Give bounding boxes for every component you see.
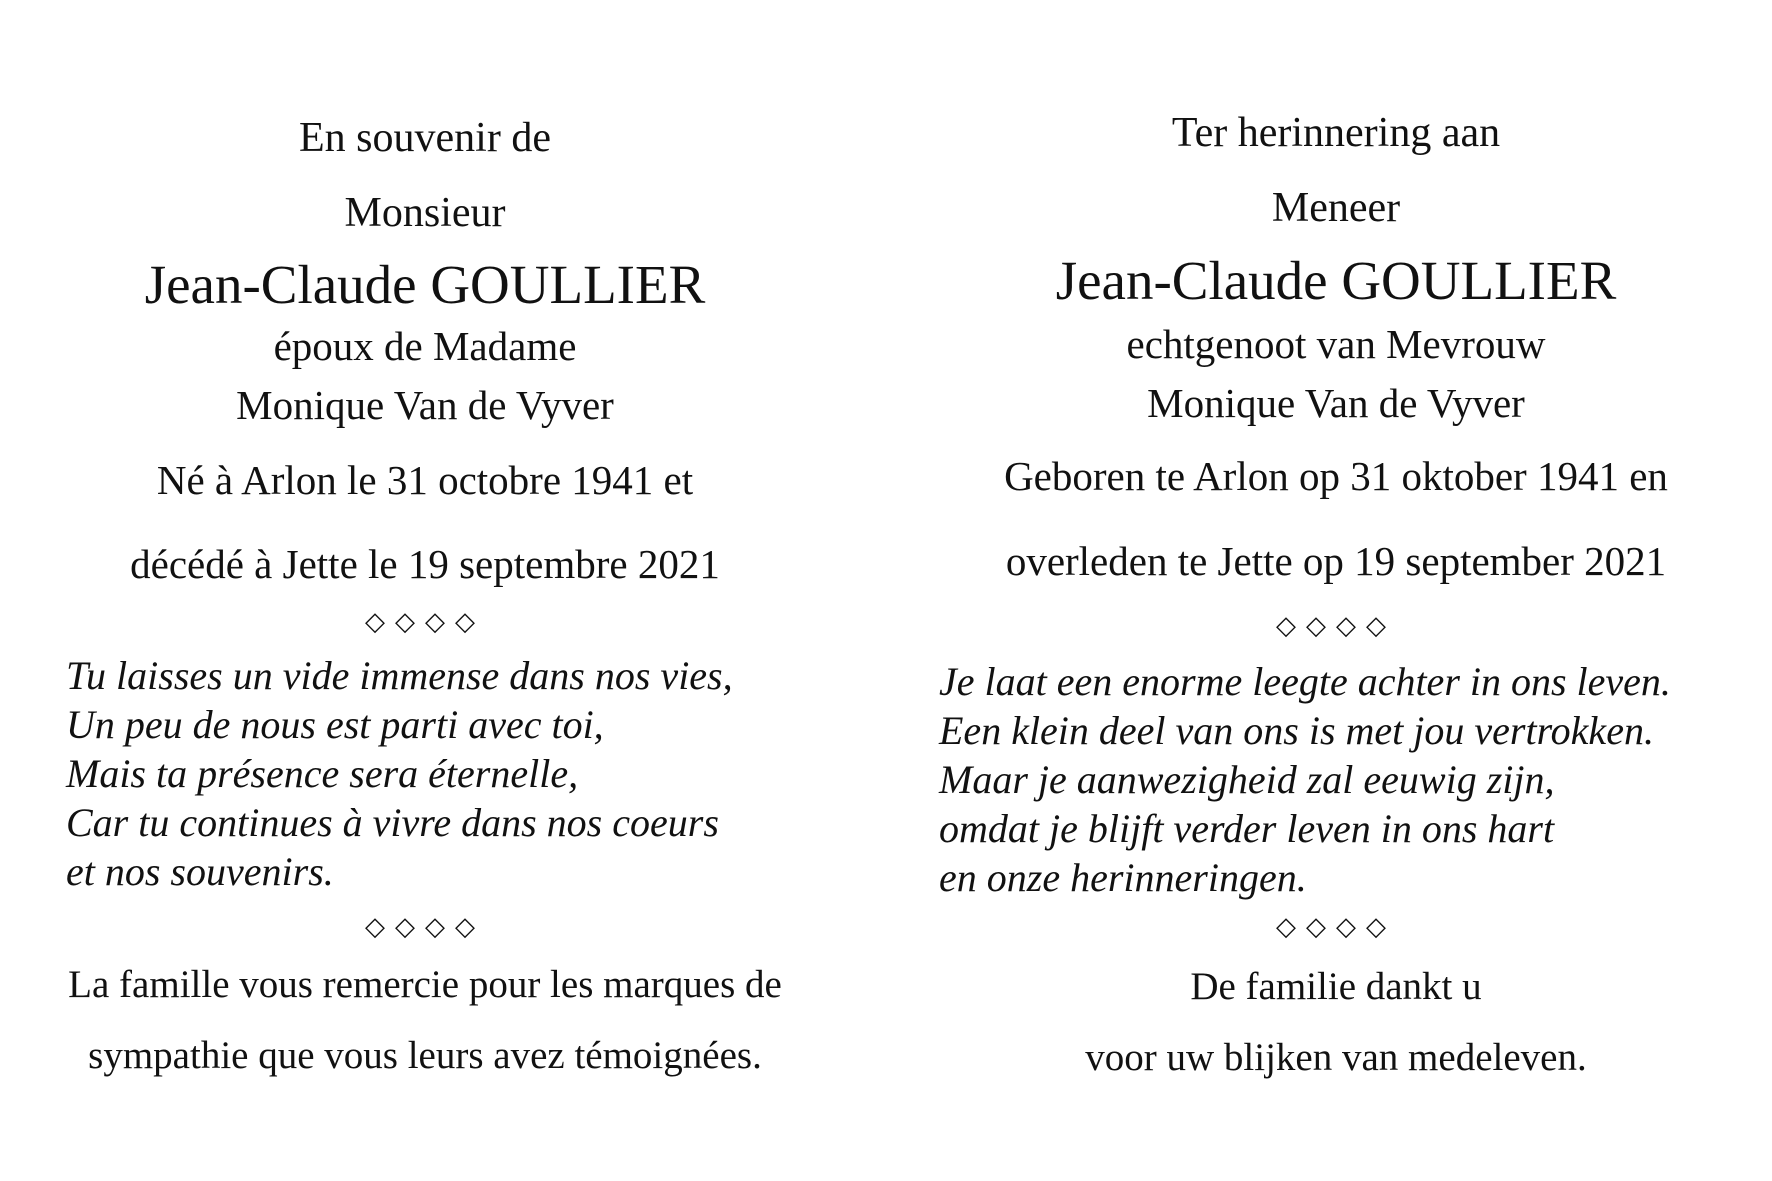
poem-line: Maar je aanwezigheid zal eeuwig zijn, xyxy=(939,757,1555,802)
poem-line: Mais ta présence sera éternelle, xyxy=(66,751,579,796)
poem-line: Car tu continues à vivre dans nos coeurs xyxy=(66,800,719,845)
diamond-ornament-top: ◇◇◇◇ xyxy=(1276,611,1396,640)
poem-line: Een klein deel van ons is met jou vertrokken. xyxy=(939,708,1654,753)
spouse-name: Monique Van de Vyver xyxy=(1147,380,1525,426)
diamond-ornament-bottom: ◇◇◇◇ xyxy=(365,912,485,941)
title: Monsieur xyxy=(344,190,506,236)
poem-line: Tu laisses un vide immense dans nos vies, xyxy=(66,653,733,698)
diamond-ornament-bottom: ◇◇◇◇ xyxy=(1276,912,1396,941)
poem-line: Je laat een enorme leegte achter in ons leven. xyxy=(939,659,1671,704)
spouse-name: Monique Van de Vyver xyxy=(236,382,614,428)
thanks-line: La famille vous remercie pour les marques de xyxy=(68,963,782,1006)
poem-line: en onze herinneringen. xyxy=(939,855,1307,900)
poem-line: Un peu de nous est parti avec toi, xyxy=(66,702,604,747)
birth-line: Né à Arlon le 31 octobre 1941 et xyxy=(156,457,694,503)
birth-line: Geboren te Arlon op 31 oktober 1941 en xyxy=(1004,453,1668,499)
heading: En souvenir de xyxy=(299,115,551,161)
diamond-ornament-top: ◇◇◇◇ xyxy=(365,607,485,636)
poem xyxy=(939,657,1671,902)
spouse-intro: echtgenoot van Mevrouw xyxy=(1126,321,1546,367)
poem-line: omdat je blijft verder leven in ons hart xyxy=(939,806,1555,851)
spouse-intro: époux de Madame xyxy=(273,323,577,369)
poem xyxy=(66,651,733,896)
thanks-line: voor uw blijken van medeleven. xyxy=(1085,1036,1587,1079)
deceased-name: Jean-Claude GOULLIER xyxy=(144,254,706,315)
title: Meneer xyxy=(1271,185,1401,231)
thanks-line: De familie dankt u xyxy=(1190,965,1482,1008)
dutch-column xyxy=(900,0,1772,1181)
french-column xyxy=(0,0,850,1181)
death-line: overleden te Jette op 19 september 2021 xyxy=(1005,538,1667,584)
death-line: décédé à Jette le 19 septembre 2021 xyxy=(130,541,720,587)
poem-line: et nos souvenirs. xyxy=(66,849,334,894)
heading: Ter herinnering aan xyxy=(1171,110,1501,156)
deceased-name: Jean-Claude GOULLIER xyxy=(1055,250,1617,311)
thanks-line: sympathie que vous leurs avez témoignées. xyxy=(88,1034,762,1077)
